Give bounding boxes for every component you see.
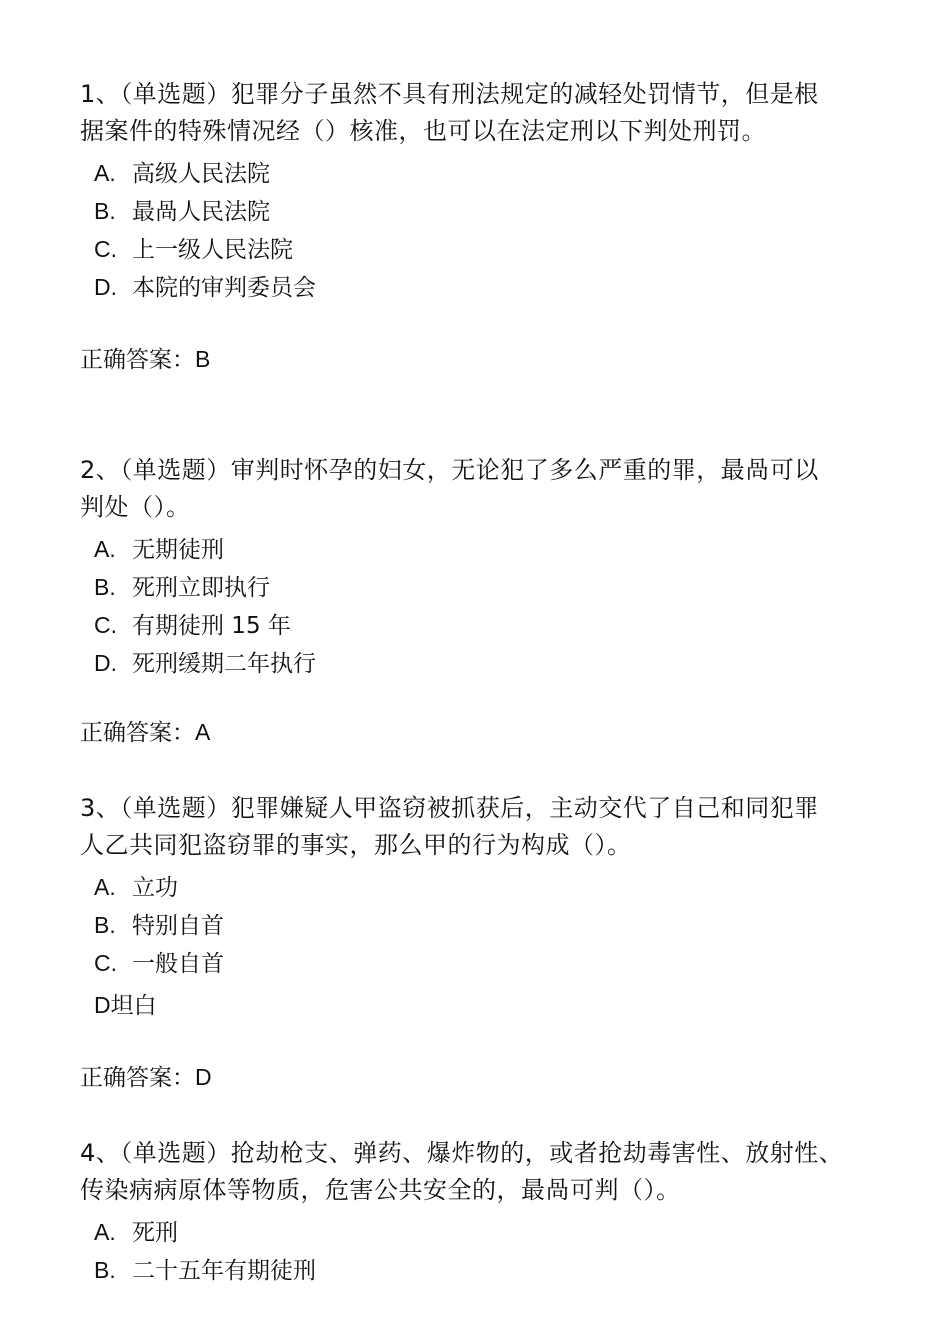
option-text: 高级人民法院: [132, 161, 270, 187]
option-d: [80, 986, 880, 1024]
option-letter: D.: [94, 274, 117, 300]
option-text: 死刑立即执行: [132, 575, 270, 601]
question-stem-line: 人乙共同犯盗窃罪的事实，那么甲的行为构成（）。: [80, 831, 632, 859]
answer-label: 正确答案：: [80, 1065, 195, 1091]
option-c: [80, 230, 880, 268]
question-stem-line: 1、（单选题）犯罪分子虽然不具有刑法规定的减轻处罚情节，但是根: [80, 80, 819, 108]
option-letter: D.: [94, 650, 117, 676]
option-list: [80, 1213, 880, 1289]
option-list: [80, 530, 880, 682]
option-letter: C.: [94, 612, 117, 638]
answer-value: A: [195, 719, 211, 745]
option-list: [80, 868, 880, 1024]
option-letter: A.: [94, 536, 116, 562]
correct-answer-2: [80, 713, 210, 752]
question-stem-line: 传染病病原体等物质，危害公共安全的，最咼可判（）。: [80, 1176, 681, 1204]
question-4: [80, 1135, 880, 1289]
option-text: 特别自首: [132, 913, 224, 939]
option-text: 一般自首: [132, 951, 224, 977]
question-1: [80, 76, 880, 306]
answer-label: 正确答案：: [80, 720, 195, 746]
question-3: [80, 790, 880, 1024]
question-stem-line: 2、（单选题）审判时怀孕的妇女，无论犯了多么严重的罪，最咼可以: [80, 456, 819, 484]
option-letter: A.: [94, 1219, 116, 1245]
option-letter: B.: [94, 912, 116, 938]
option-b: [80, 192, 880, 230]
answer-value: B: [195, 346, 211, 372]
answer-value: D: [195, 1064, 212, 1090]
option-text: 本院的审判委员会: [132, 275, 316, 301]
option-text: 立功: [132, 875, 178, 901]
question-stem-line: 3、（单选题）犯罪嫌疑人甲盗窃被抓获后，主动交代了自己和同犯罪: [80, 794, 819, 822]
option-c: [80, 606, 880, 644]
option-b: [80, 906, 880, 944]
option-letter: C.: [94, 236, 117, 262]
option-text: 死刑: [132, 1220, 178, 1246]
option-letter: B.: [94, 1257, 116, 1283]
option-text: 上一级人民法院: [132, 237, 293, 263]
question-stem-line: 判处（）。: [80, 493, 191, 521]
option-d: [80, 644, 880, 682]
answer-label: 正确答案：: [80, 347, 195, 373]
option-letter: A.: [94, 874, 116, 900]
option-c: [80, 944, 880, 982]
option-text: 二十五年有期徒刑: [132, 1258, 316, 1284]
option-a: [80, 530, 880, 568]
option-a: [80, 868, 880, 906]
option-letter: D: [94, 992, 111, 1018]
option-a: [80, 154, 880, 192]
option-letter: B.: [94, 198, 116, 224]
option-letter: A.: [94, 160, 116, 186]
correct-answer-1: [80, 340, 210, 379]
question-stem-line: 4、（单选题）抢劫枪支、弹药、爆炸物的，或者抢劫毒害性、放射性、: [80, 1139, 844, 1167]
question-2: [80, 452, 880, 682]
option-list: [80, 154, 880, 306]
option-letter: B.: [94, 574, 116, 600]
option-text: 有期徒刑 15 年: [132, 613, 291, 639]
option-d: [80, 268, 880, 306]
option-text: 死刑缓期二年执行: [132, 651, 316, 677]
option-text: 最咼人民法院: [132, 199, 270, 225]
option-b: [80, 568, 880, 606]
option-a: [80, 1213, 880, 1251]
option-text: 无期徒刑: [132, 537, 224, 563]
option-b: [80, 1251, 880, 1289]
option-text: 坦白: [110, 993, 157, 1019]
correct-answer-3: [80, 1058, 212, 1097]
question-stem-line: 据案件的特殊情况经（）核准，也可以在法定刑以下判处刑罚。: [80, 117, 766, 145]
option-letter: C.: [94, 950, 117, 976]
